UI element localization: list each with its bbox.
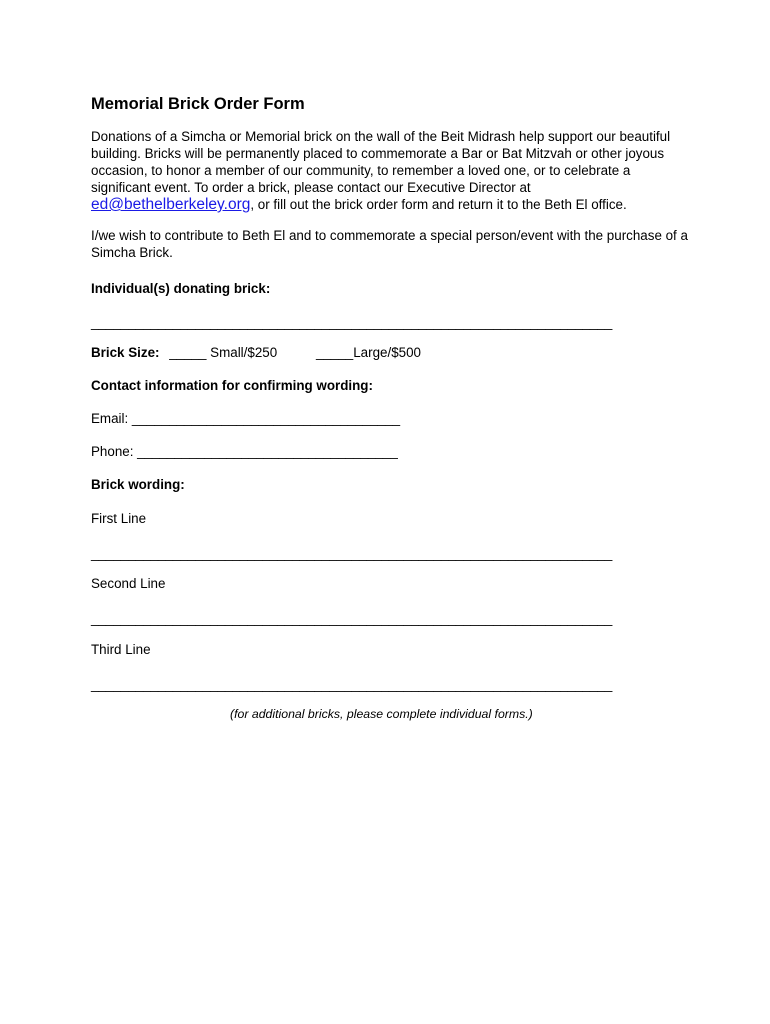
email-field[interactable]: Email: ____________________________________ [91, 411, 401, 426]
second-line-label: Second Line [91, 576, 166, 591]
donor-label: Individual(s) donating brick: [91, 281, 271, 296]
additional-bricks-note: (for additional bricks, please complete individual forms.) [230, 707, 533, 721]
director-email-link[interactable]: ed@bethelberkeley.org [91, 196, 251, 213]
brick-wording-label: Brick wording: [91, 477, 185, 492]
brick-size-label: Brick Size: [91, 345, 160, 360]
contribute-paragraph: I/we wish to contribute to Beth El and to commemorate a special person/event with the purchase of a Simcha Brick. [91, 228, 688, 260]
intro-text-after: , or fill out the brick order form and return it to the Beth El office. [250, 197, 627, 212]
brick-size-row [91, 344, 277, 361]
phone-field[interactable]: Phone: ___________________________________ [91, 444, 398, 459]
first-line-field[interactable]: ______________________________________________________________________ [91, 546, 613, 561]
brick-size-large[interactable]: _____Large/$500 [316, 345, 421, 360]
intro-text: Donations of a Simcha or Memorial brick on the wall of the Beit Midrash help support our beautiful building. Bricks will be permanently placed to commemorate a Bar or Bat Mitzvah or other joyous occasion, to honor a member of our community, to remember a loved one, or to celebrate a significant event. To order a brick, please contact our Executive Director at [91, 129, 671, 195]
third-line-field[interactable]: ______________________________________________________________________ [91, 677, 613, 692]
intro-paragraph [91, 128, 671, 213]
third-line-label: Third Line [91, 642, 151, 657]
donor-line[interactable]: ______________________________________________________________________ [91, 315, 613, 330]
second-line-field[interactable]: ______________________________________________________________________ [91, 611, 613, 626]
first-line-label: First Line [91, 511, 147, 526]
form-title: Memorial Brick Order Form [91, 95, 305, 113]
contact-label: Contact information for confirming wording: [91, 378, 373, 393]
brick-size-small[interactable]: _____ Small/$250 [169, 345, 278, 360]
form-content [91, 93, 691, 261]
